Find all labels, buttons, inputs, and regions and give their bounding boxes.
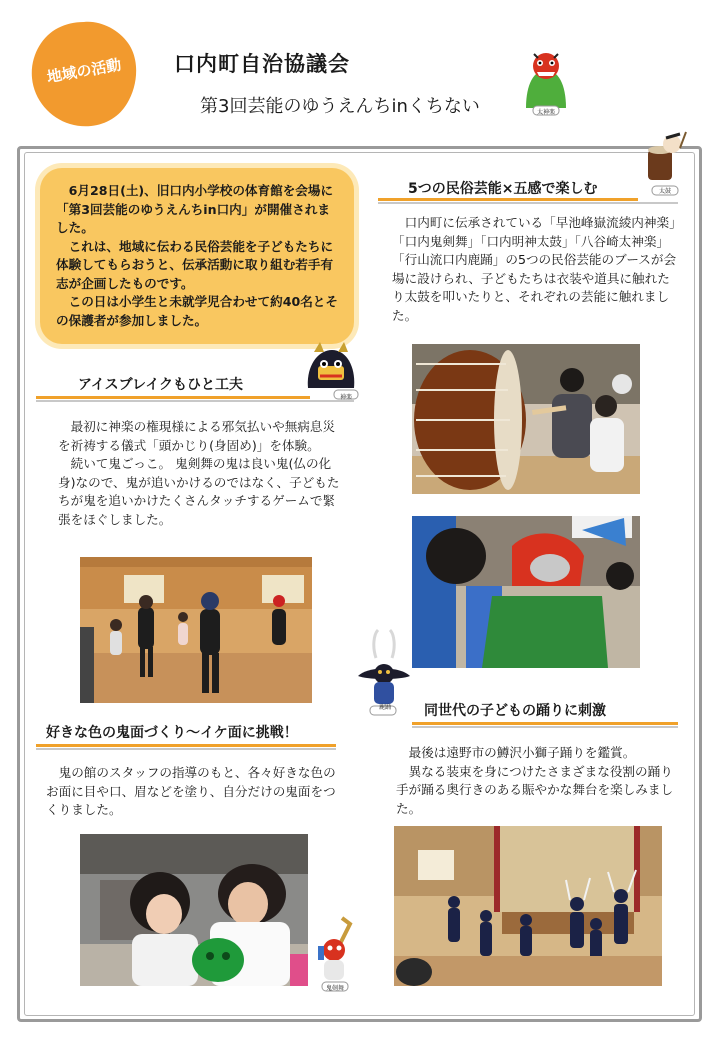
body-paragraph: 最初に神楽の権現様による邪気払いや無病息災を祈祷する儀式「頭かじり(身固め)」を体験。 (58, 419, 336, 453)
right-section2-title: 同世代の子どもの踊りに刺激 (424, 703, 606, 719)
body-paragraph: 最後は遠野市の鱒沢小獅子踊りを鑑賞。 (408, 745, 636, 760)
shishi-odori-label: 鹿踊 (378, 704, 391, 711)
event-title: 第3回芸能のゆうえんちinくちない (200, 96, 480, 117)
body-paragraph: 続いて鬼ごっこ。 鬼剣舞の鬼は良い鬼(仏の化身)なので、鬼が追いかけるのではなく、子どもたちが鬼を追いかけたくさんタッチするゲームで緊張をほぐしました。 (58, 456, 340, 527)
left-section1-underline (36, 396, 310, 399)
kagura-label: 神楽 (339, 394, 352, 401)
right-section1-underline-gray (378, 202, 678, 204)
photo-tag-game (80, 557, 312, 703)
left-section2-underline (36, 744, 336, 747)
body-paragraph: 異なる装束を身につけたさまざまな役割の踊り手が踊る奥行きのある賑やかな舞台を楽しみました。 (396, 763, 674, 816)
left-section2-underline-gray (36, 748, 336, 750)
badge-text: 地域の活動 (45, 55, 123, 87)
photo-taiko-drum (412, 344, 640, 494)
right-section1-underline (378, 198, 638, 201)
right-section2-underline-gray (412, 726, 678, 728)
photo-mask-making (80, 834, 308, 986)
right-section1-title: 5つの民俗芸能×五感で楽しむ (408, 181, 598, 197)
photo-stage-dance (394, 826, 662, 986)
taikagura-label: 太神楽 (536, 109, 555, 116)
intro-paragraph: この日は小学生と未就学児合わせて約40名とその保護者が参加しました。 (56, 294, 338, 328)
org-title: 口内町自治協議会 (174, 52, 350, 76)
body-paragraph: 口内町に伝承されている「早池峰嶽流綾内神楽」「口内鬼剣舞」「口内明神太鼓」「八谷崎太神楽」「行山流口内鹿踊」の5つの民俗芸能のブースが会場に設けられ、子どもたちは衣装や道具に触れたり太鼓を叩いたりと、それぞれの芸能に触れました。 (392, 215, 677, 323)
left-section2-body (46, 764, 346, 820)
left-section2-title: 好きな色の鬼面づくり～イケ面に挑戦！ (46, 725, 298, 741)
right-section2-body (396, 744, 682, 818)
body-paragraph: 鬼の館のスタッフの指導のもと、各々好きな色のお面に目や口、眉などを塗り、自分だけの鬼面をつくりました。 (46, 765, 336, 817)
kenbai-label: 鬼剣舞 (325, 985, 344, 992)
left-section1-title: アイスブレイクもひと工夫 (78, 377, 244, 393)
taiko-label: 太鼓 (658, 188, 671, 195)
intro-box (40, 168, 354, 344)
right-section2-underline (412, 722, 678, 725)
left-section1-body (58, 418, 346, 529)
photo-shishi-mask (412, 516, 640, 668)
intro-paragraph: これは、地域に伝わる民俗芸能を子どもたちに体験してもらおうと、伝承活動に取り組む若手有志が企画したものです。 (56, 238, 334, 291)
intro-paragraph: 6月28日(土)、旧口内小学校の体育館を会場に「第3回芸能のゆうえんちin口内」が開催されました。 (56, 183, 334, 235)
right-section1-body (392, 214, 678, 325)
